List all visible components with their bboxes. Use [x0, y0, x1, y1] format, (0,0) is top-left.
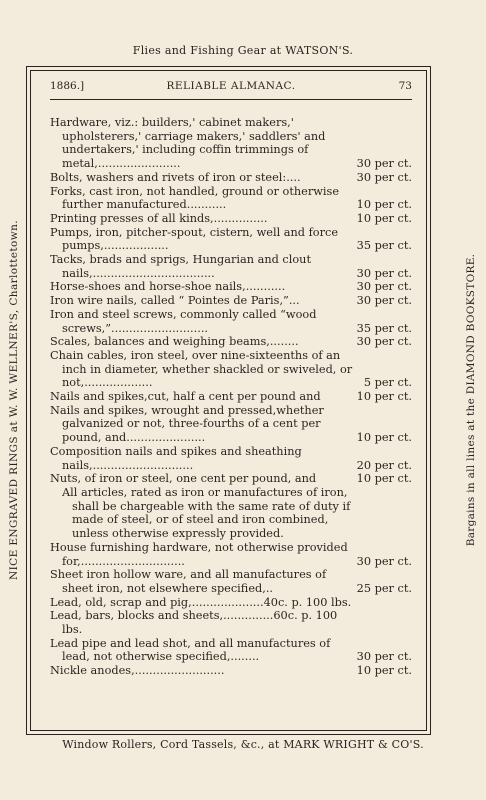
tariff-entry	[50, 596, 412, 610]
tariff-entry	[50, 664, 412, 678]
entry-rate: 30 per ct.	[356, 650, 412, 664]
tariff-entry	[50, 280, 412, 294]
entry-rate: 20 per ct.	[356, 458, 412, 472]
entry-rate: 10 per ct.	[356, 198, 412, 212]
bottom-advert-banner: Window Rollers, Cord Tassels, &c., at MARK WRIGHT & CO'S.	[62, 738, 424, 751]
entry-description: Horse-shoes and horse-shoe nails,...........	[50, 280, 286, 294]
tariff-note: All articles, rated as iron or manufactures of iron, shall be chargeable with the same rate of duty if made of steel, or of steel and iron combined, unless otherwise expressly provided.	[62, 485, 351, 541]
entry-description: Forks, cast iron, not handled, ground or otherwise further manufactured...........	[50, 184, 340, 212]
tariff-entry	[50, 445, 412, 472]
entry-description: Nuts, of iron or steel, one cent per pound, and	[50, 472, 317, 486]
entry-rate: 10 per ct.	[356, 472, 412, 486]
entry-description: Lead pipe and lead shot, and all manufactures of lead, not otherwise specified,........	[50, 636, 331, 664]
entry-rate: 25 per ct.	[356, 581, 412, 595]
entry-description: Bolts, washers and rivets of iron or steel:....	[50, 170, 301, 184]
tariff-entry	[50, 349, 412, 390]
entry-description: Iron wire nails, called “ Pointes de Paris,”...	[50, 294, 300, 308]
entry-description: Scales, balances and weighing beams,........	[50, 335, 299, 349]
tariff-entry	[50, 335, 412, 349]
entry-rate: 10 per ct.	[356, 664, 412, 678]
entry-rate: 30 per ct.	[356, 170, 412, 184]
entry-description: Nails and spikes, wrought and pressed,whether galvanized or not, three-fourths of a cent per pound, and......................	[50, 403, 324, 445]
entry-rate: 30 per ct.	[356, 294, 412, 308]
entry-rate: 5 per ct.	[363, 376, 412, 390]
entry-rate: 30 per ct.	[356, 266, 412, 280]
entry-description: Composition nails and spikes and sheathing nails,............................	[50, 444, 302, 472]
entry-description: Pumps, iron, pitcher-spout, cistern, well and force pumps,..................	[50, 225, 339, 253]
top-advert-banner: Flies and Fishing Gear at WATSON'S.	[132, 44, 354, 57]
entry-rate: 10 per ct.	[356, 211, 412, 225]
tariff-entry	[50, 390, 412, 404]
header-rule	[50, 99, 412, 100]
entry-description: Printing presses of all kinds,...............	[50, 211, 268, 225]
header-title: RELIABLE ALMANAC.	[166, 80, 296, 92]
tariff-entry	[50, 472, 412, 486]
entry-description: Tacks, brads and sprigs, Hungarian and clout nails,..................................	[50, 253, 311, 280]
tariff-entry	[50, 253, 412, 280]
entry-description: House furnishing hardware, not otherwise provided for,.............................	[50, 540, 348, 568]
right-side-advert: Bargains in all lines at the DIAMOND BOOKSTORE.	[465, 253, 477, 547]
entry-description: Lead, old, scrap and pig,....................40c. p. 100 lbs.	[50, 595, 352, 609]
tariff-list	[50, 116, 412, 678]
tariff-entry	[50, 185, 412, 212]
tariff-entry	[50, 308, 412, 335]
entry-rate: 30 per ct.	[356, 335, 412, 349]
entry-description: Nails and spikes,cut, half a cent per pound and	[50, 390, 321, 404]
entry-description: Sheet iron hollow ware, and all manufactures of sheet iron, not elsewhere specified,..	[50, 568, 327, 595]
entry-rate: 35 per ct.	[356, 239, 412, 253]
entry-rate: 10 per ct.	[356, 390, 412, 404]
left-side-advert: NICE ENGRAVED RINGS at W. W. WELLNER'S, Charlottetown.	[8, 220, 20, 580]
tariff-entry	[50, 116, 412, 171]
page-number: 73	[398, 80, 412, 92]
page-header	[50, 80, 412, 96]
entry-rate: 30 per ct.	[356, 554, 412, 568]
entry-description: Nickle anodes,.........................	[50, 664, 225, 678]
entry-description: Hardware, viz.: builders,' cabinet makers,' upholsterers,' carriage makers,' saddlers' and undertakers,' including coffin trimmings of metal,.......................	[50, 116, 326, 171]
tariff-entry	[50, 568, 412, 595]
entry-description: Lead, bars, blocks and sheets,..............60c. p. 100 lbs.	[50, 609, 338, 637]
tariff-entry	[50, 541, 412, 568]
tariff-entry	[50, 637, 412, 664]
tariff-entry	[50, 609, 412, 636]
tariff-entry	[50, 226, 412, 253]
header-year: 1886.]	[50, 80, 85, 92]
entry-description: Iron and steel screws, commonly called “wood screws,”...........................	[50, 307, 317, 335]
tariff-entry	[50, 294, 412, 308]
tariff-entry	[50, 171, 412, 185]
tariff-entry	[50, 212, 412, 226]
entry-description: Chain cables, iron steel, over nine-sixteenths of an inch in diameter, whether shackled or swiveled, or not,...................	[50, 348, 353, 390]
entry-rate: 10 per ct.	[356, 431, 412, 445]
entry-rate: 30 per ct.	[356, 280, 412, 294]
tariff-entry	[50, 404, 412, 445]
entry-rate: 30 per ct.	[356, 157, 412, 171]
entry-rate: 35 per ct.	[356, 321, 412, 335]
